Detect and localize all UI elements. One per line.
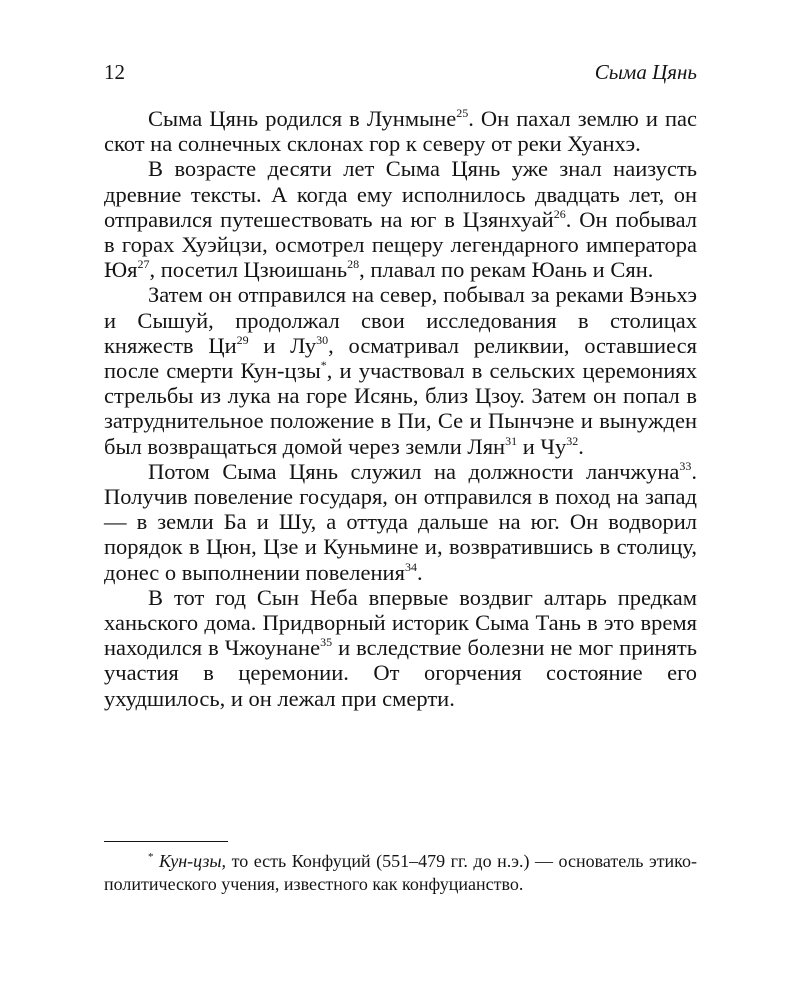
page-header (104, 59, 697, 85)
text-segment: . Получив повеление государя, он отправился в поход на запад — в земли Ба и Шу, а оттуда дальше на юг. Он водворил порядок в Цюн, Цзе и Куньмине и, возвратившись в столицу, донес о выполнении повеления (104, 458, 697, 585)
text-segment: , посетил Цзюишань (149, 257, 348, 283)
paragraph (104, 156, 697, 282)
paragraph (104, 282, 697, 458)
page-number: 12 (104, 60, 125, 84)
note-ref: 25 (456, 106, 469, 120)
text-segment: . Он побывал в горах Хуэйцзи, осмотрел пещеру легендарного императора Юя (104, 206, 697, 283)
footnote-ref: * (320, 358, 327, 373)
note-ref: 35 (320, 635, 333, 650)
text-segment: В тот год Сын Неба впервые воздвиг алтарь предкам ханьского дома. Придворный историк Сыма Тань в это время находился в Чжоунане (104, 584, 697, 661)
text-segment: , осматривал реликвии, оставшиеся после смерти Кун-цзы (104, 332, 697, 384)
footnote-mark: * (148, 851, 154, 863)
paragraph (104, 106, 697, 156)
note-ref: 32 (566, 433, 579, 448)
text-segment: и Лу (248, 332, 317, 358)
body-text (104, 106, 697, 711)
text-segment: , и участвовал в сельских церемониях стрельбы из лука на горе Исянь, близ Цзоу. Затем он попал в затруднительное положение в Пи, Се и Пынчэне и вынужден был возвращаться домой через земли Лян (104, 358, 697, 459)
footnote-text: то есть Конфуций (551–479 гг. до н.э.) — основатель этико-политического учения, известного как конфуцианство. (104, 851, 697, 894)
note-ref: 29 (236, 332, 249, 347)
note-ref: 34 (404, 559, 417, 574)
text-segment: . (416, 559, 423, 585)
text-segment: В возрасте десяти лет Сыма Цянь уже знал наизусть древние тексты. А когда ему исполнилось двадцать лет, он отправился путешествовать на юг в Цзянхуай (104, 156, 697, 232)
text-segment: . Он пахал землю и пас скот на солнечных склонах гор к северу от реки Хуанхэ. (104, 106, 698, 157)
footnote-divider (104, 841, 228, 842)
note-ref: 31 (505, 433, 518, 448)
paragraph (104, 585, 697, 711)
note-ref: 33 (679, 458, 692, 473)
note-ref: 28 (347, 257, 360, 272)
text-segment: и вследствие болезни не мог принять участия в церемонии. От огорчения состояние его ухудшилось, и он лежал при смерти. (104, 635, 697, 711)
text-segment: , плавал по рекам Юань и Сян. (359, 257, 654, 283)
text-segment: . (578, 433, 584, 459)
note-ref: 30 (316, 332, 329, 347)
running-title: Сыма Цянь (594, 60, 697, 84)
text-segment: и Чу (517, 433, 567, 459)
text-segment: Потом Сыма Цянь служил на должности ланчжуна (148, 458, 680, 484)
note-ref: 26 (553, 206, 566, 221)
footnote-term: Кун-цзы, (159, 851, 227, 871)
text-segment: Затем он отправился на север, побывал за реками Вэньхэ и Сышуй, продолжал свои исследования в столицах княжеств Ци (104, 282, 697, 358)
note-ref: 27 (137, 257, 150, 272)
paragraph (104, 459, 697, 585)
text-segment: Сыма Цянь родился в Лунмыне (148, 106, 457, 131)
footnote (104, 850, 697, 896)
